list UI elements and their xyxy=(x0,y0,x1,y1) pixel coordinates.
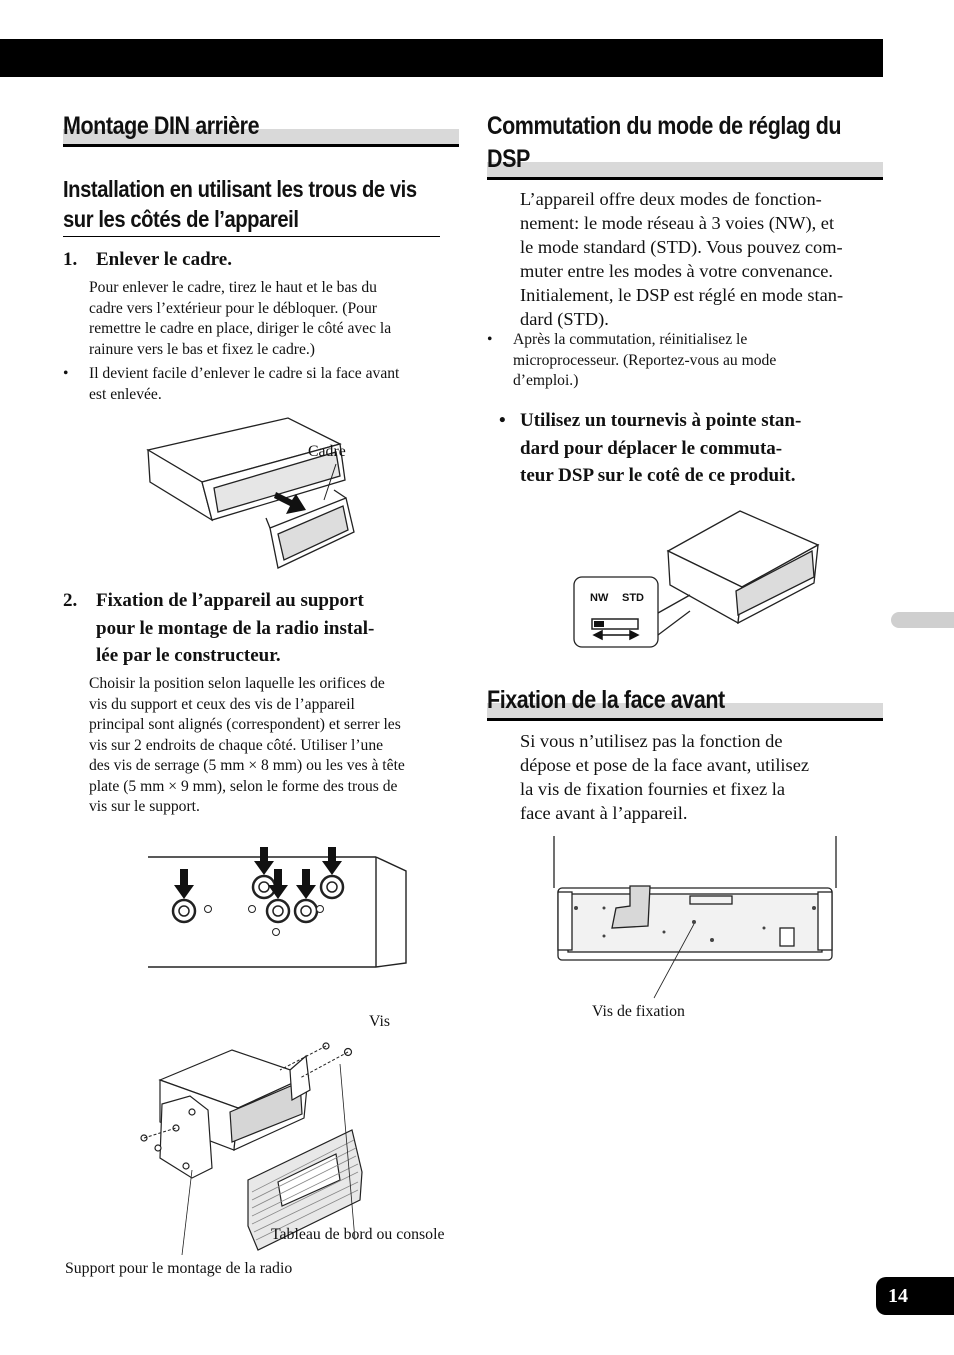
dsp-bullet-text xyxy=(513,330,776,392)
face-plate-figure xyxy=(552,836,842,1026)
bold-line: teur DSP sur le cotê de ce produit. xyxy=(520,465,796,486)
screw-holes-figure xyxy=(148,845,410,970)
step1-number: 1. xyxy=(63,249,78,270)
face-title: Fixation de la face avant xyxy=(487,686,725,714)
face-line: la vis de fixation fournies et fixez la xyxy=(520,779,786,799)
step2-line: Choisir la position selon laquelle les orifices de xyxy=(89,675,385,692)
step2-line: plate (5 mm × 9 mm), selon le forme des trous de xyxy=(89,777,398,795)
step2-number: 2. xyxy=(63,590,78,611)
label-cadre: Cadre xyxy=(308,443,346,460)
step1-title: Enlever le cadre. xyxy=(96,249,232,270)
dsp-line: L’appareil offre deux modes de fonction- xyxy=(520,189,822,209)
face-line: face avant à l’appareil. xyxy=(520,803,688,823)
step1-line: cadre vers l’extérieur pour le débloquer. (Pour xyxy=(89,299,377,317)
bullet-line: microprocesseur. (Reportez-vous au mode xyxy=(513,351,777,369)
dsp-title-line1: Commutation du mode de réglag du xyxy=(487,112,842,140)
bold-instruction xyxy=(520,407,801,490)
step1-bullet-text xyxy=(89,364,399,405)
step2-line: principal sont alignés (correspondent) et serrer les xyxy=(89,716,401,733)
label-vis-fixation: Vis de fixation xyxy=(592,1003,685,1020)
dsp-text xyxy=(520,187,843,331)
page-number: 14 xyxy=(876,1277,954,1315)
step2-title-line: Fixation de l’appareil au support xyxy=(96,590,364,611)
step1-text xyxy=(89,278,391,360)
section-tab xyxy=(891,612,954,628)
dsp-line: dard (STD). xyxy=(520,309,609,329)
step2-line: des vis de serrage (5 mm × 8 mm) ou les ves à tête xyxy=(89,757,405,774)
label-vis: Vis xyxy=(369,1013,390,1030)
bullet-line: d’emploi.) xyxy=(513,372,579,389)
step2-title-line: pour le montage de la radio instal- xyxy=(96,617,375,639)
switch-label-std: STD xyxy=(622,592,644,604)
switch-label-nw: NW xyxy=(590,592,609,604)
step2-line: vis du support et ceux des vis de l’appareil xyxy=(89,695,355,713)
step2-line: vis sur 2 endroits de chaque côté. Utiliser l’une xyxy=(89,736,384,754)
dsp-line: muter entre les modes à votre convenance. xyxy=(520,261,834,281)
dsp-line: nement: le mode réseau à 3 voies (NW), et xyxy=(520,213,835,233)
dsp-bullet: • xyxy=(487,331,493,348)
bold-line: dard pour déplacer le commuta- xyxy=(520,437,783,459)
face-text xyxy=(520,729,809,825)
step1-bullet: • xyxy=(63,365,69,382)
step2-title-line: lée par le constructeur. xyxy=(96,645,281,666)
label-support: Support pour le montage de la radio xyxy=(65,1260,293,1277)
bullet-line: Il devient facile d’enlever le cadre si la face avant xyxy=(89,365,400,382)
subsection-title-line1: Installation en utilisant les trous de vis xyxy=(63,176,417,202)
dsp-line: le mode standard (STD). Vous pouvez com- xyxy=(520,237,843,257)
face-line: Si vous n’utilisez pas la fonction de xyxy=(520,731,783,751)
dsp-line: Initialement, le DSP est réglé en mode stan- xyxy=(520,285,844,305)
bullet-line: Après la commutation, réinitialisez le xyxy=(513,331,748,348)
step1-line: rainure vers le bas et fixez le cadre.) xyxy=(89,340,315,358)
section-title-montage: Montage DIN arrière xyxy=(63,112,260,140)
dsp-title-line2: DSP xyxy=(487,145,530,173)
step1-line: Pour enlever le cadre, tirez le haut et le bas du xyxy=(89,279,377,296)
step2-title xyxy=(96,587,374,670)
subsection-rule xyxy=(63,236,440,237)
face-line: dépose et pose de la face avant, utilisez xyxy=(520,755,810,775)
step2-line: vis sur le support. xyxy=(89,798,200,815)
bullet-line: est enlevée. xyxy=(89,385,162,403)
step2-text xyxy=(89,674,405,818)
section-underline xyxy=(487,162,883,180)
label-tableau: Tableau de bord ou console xyxy=(271,1226,445,1243)
step1-line: remettre le cadre en place, diriger le côté avec la xyxy=(89,320,392,337)
dsp-switch-figure xyxy=(572,505,832,655)
bold-bullet: • xyxy=(499,410,506,431)
bold-line: Utilisez un tournevis à pointe stan- xyxy=(520,410,802,431)
subsection-title-line2: sur les côtés de l’appareil xyxy=(63,206,299,232)
cadre-figure xyxy=(140,410,370,570)
header-bar xyxy=(0,39,883,77)
